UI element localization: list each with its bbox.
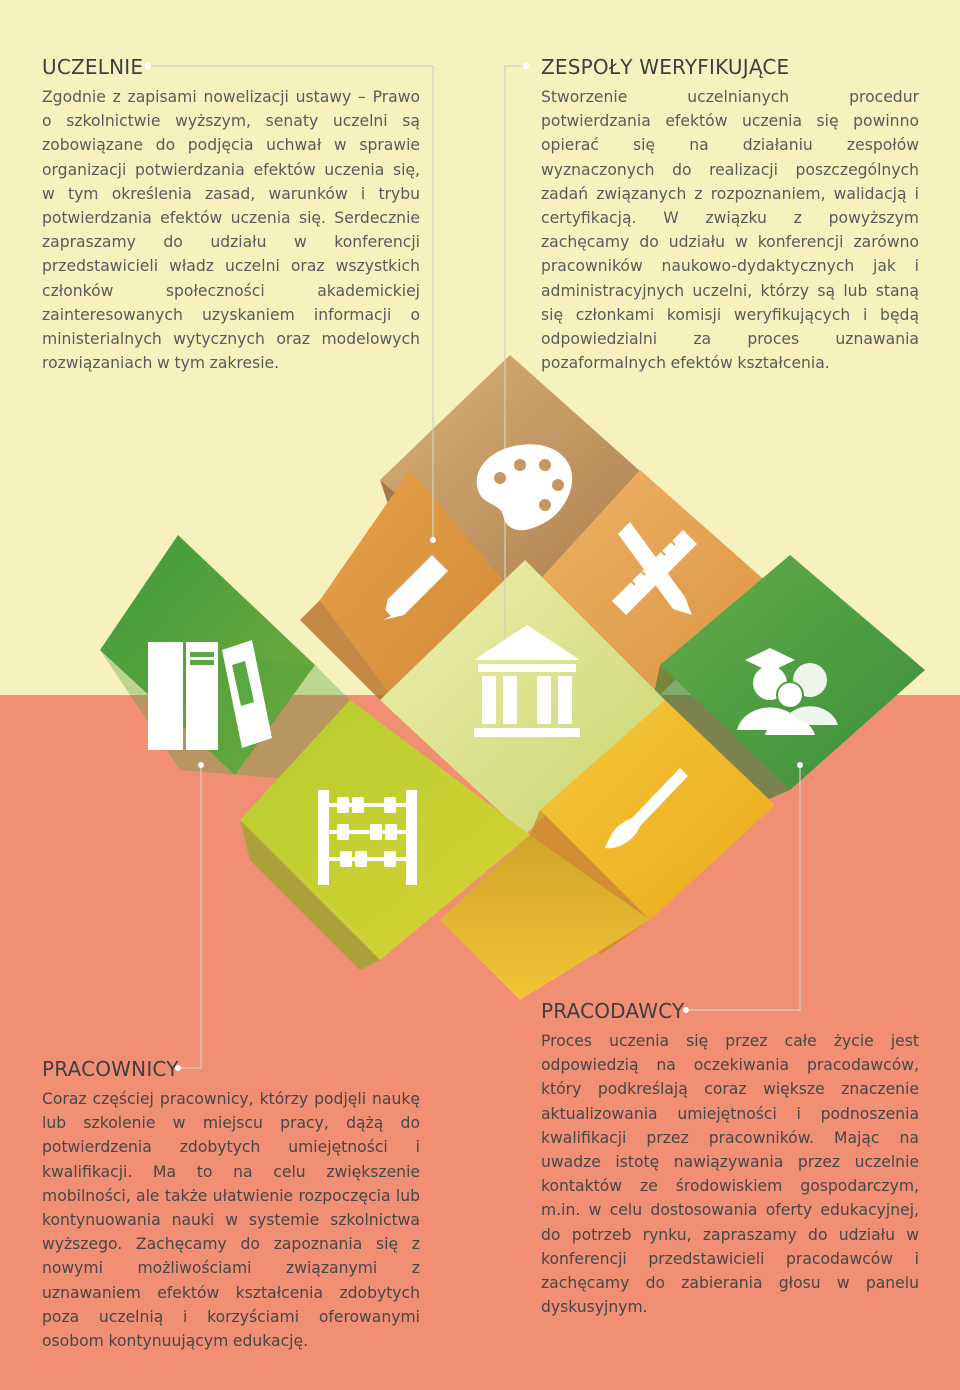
heading-uczelnie: UCZELNIE (42, 55, 144, 79)
heading-pracownicy: PRACOWNICY (42, 1057, 179, 1081)
books-icon (148, 640, 272, 750)
section-pracodawcy (541, 999, 919, 1319)
text-pracownicy: Coraz częściej pracownicy, którzy podjęli naukę lub szkolenie w miejscu pracy, dążą do potwierdzenia zdobytych umiejętności i kwalifikacji. Ma to na celu zwiększenie mobilności, ale także ułatwienie rozpoczęcia lub kontynuowania nauki w systemie szkolnictwa wyższego. Zachęcamy do zapoznania się z nowymi możliwościami związanymi z uznawaniem efektów kształcenia zdobytych poza uczelnią i korzyściami oferowanymi osobom kontynuującym edukację. (42, 1090, 420, 1351)
text-pracodawcy: Proces uczenia się przez całe życie jest odpowiedzią na oczekiwania pracodawców, który podkreślają coraz większe znaczenie aktualizowania umiejętności i podnoszenia kwalifikacji przez pracowników. Mając na uwadze istotę nawiązywania przez uczelnie kontaktów ze środowiskiem gospodarczym, m.in. w celu dostosowania oferty edukacyjnej, do potrzeb rynku, zapraszamy do udziału w konferencji przedstawicieli pracodawców i zachęcamy do zabierania głosu w panelu dyskusyjnym. (541, 1032, 919, 1317)
text-uczelnie: Zgodnie z zapisami nowelizacji ustawy – Prawo o szkolnictwie wyższym, senaty uczelni są zobowiązane do podjęcia uchwał w sprawie organizacji potwierdzania efektów uczenia się, w tym określenia zasad, warunków i trybu potwierdzania efektów uczenia się. Serdecznie zapraszamy do udziału w konferencji przedstawicieli władz uczelni oraz wszystkich członków społeczności akademickiej zainteresowanych uzyskaniem informacji o ministerialnych wytycznych oraz modelowych rozwiązaniach w tym zakresie. (42, 88, 420, 373)
section-uczelnie (42, 55, 420, 375)
section-zespoly-weryfikujace (541, 55, 919, 375)
heading-pracodawcy: PRACODAWCY (541, 999, 685, 1023)
text-zespoly-weryfikujace: Stworzenie uczelnianych procedur potwierdzania efektów uczenia się powinno opierać się na działaniu zespołów wyznaczonych do realizacji poszczególnych zadań związanych z rozpoznaniem, walidacją i certyfikacją. W związku z powyższym zachęcamy do udziału w konferencji zarówno pracowników naukowo-dydaktycznych jak i administracyjnych uczelni, którzy są lub staną się członkami komisji weryfikujących i będą odpowiedzialni za proces uznawania pozaformalnych efektów kształcenia. (541, 88, 919, 373)
heading-zespoly-weryfikujace: ZESPOŁY WERYFIKUJĄCE (541, 55, 790, 79)
section-pracownicy (42, 1057, 420, 1353)
